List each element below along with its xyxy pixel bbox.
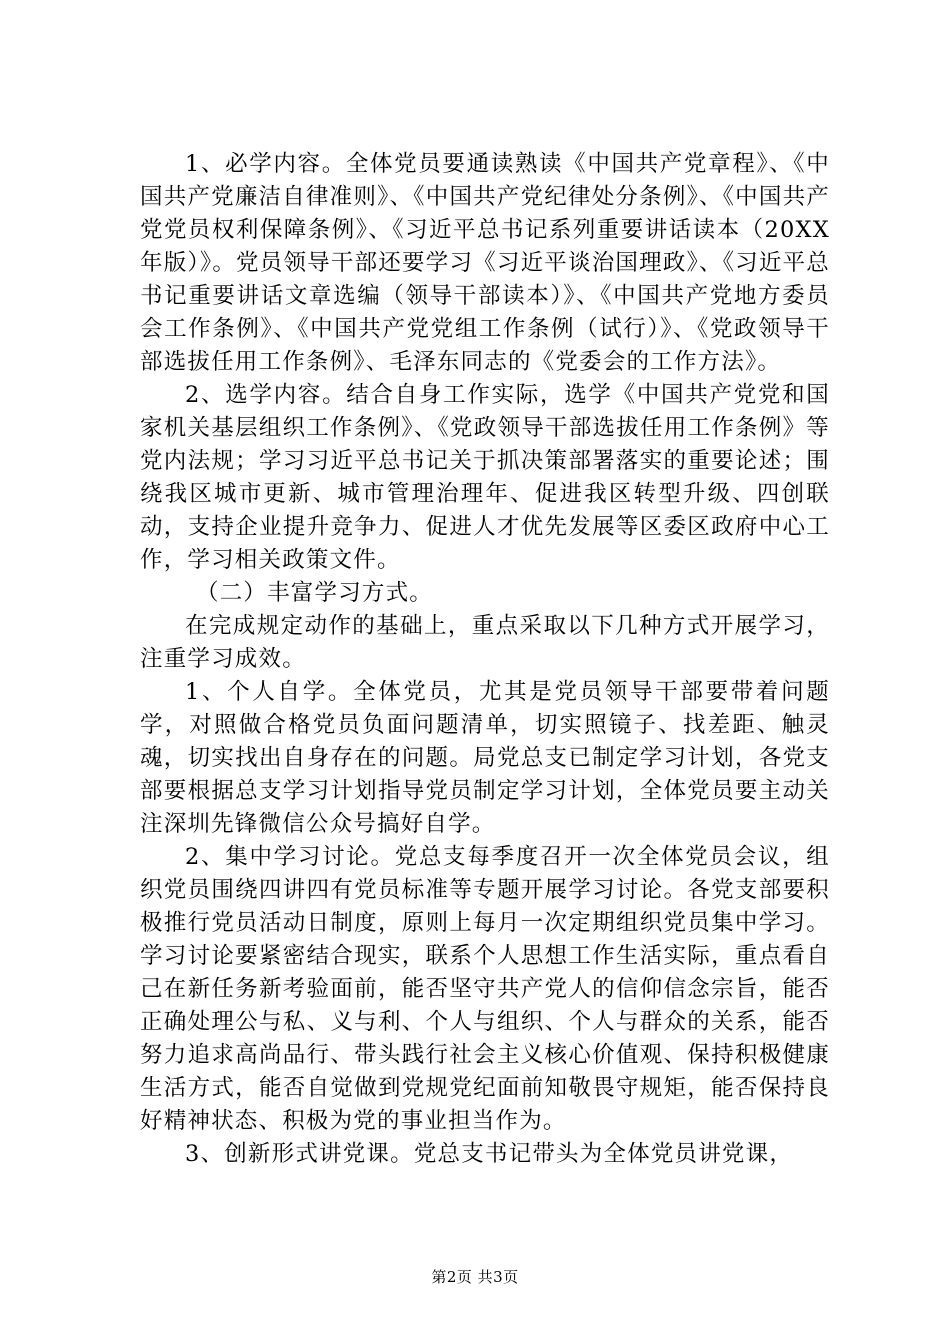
paragraph-required-study: 1、必学内容。全体党员要通读熟读《中国共产党章程》、《中国共产党廉洁自律准则》、《中国共产党纪律处分条例》、《中国共产党党员权利保障条例》、《习近平总书记系列重要讲话读本（20XX年版）》。党员领导干部还要学习《习近平谈治国理政》、《习近平总书记重要讲话文章选编（领导干部读本）》、《中国共产党地方委员会工作条例》、《中国共产党党组工作条例（试行）》、《党政领导干部选拔任用工作条例》、毛泽东同志的《党委会的工作方法》。 <box>140 151 830 375</box>
paragraph-party-lecture: 3、创新形式讲党课。党总支书记带头为全体党员讲党课， <box>185 1141 794 1167</box>
document-body <box>140 148 830 1171</box>
section-heading-study-methods: （二）丰富学习方式。 <box>196 580 434 606</box>
page-footer: 第2页 共3页 <box>431 1268 519 1286</box>
paragraph-group-discussion: 2、集中学习讨论。党总支每季度召开一次全体党员会议，组织党员围绕四讲四有党员标准等专题开展学习讨论。各党支部要积极推行党员活动日制度，原则上每月一次定期组织党员集中学习。学习讨论要紧密结合现实，联系个人思想工作生活实际，重点看自己在新任务新考验面前，能否坚守共产党人的信仰信念宗旨，能否正确处理公与私、义与利、个人与组织、个人与群众的关系，能否努力追求高尚品行、带头践行社会主义核心价值观、保持积极健康生活方式，能否自觉做到党规党纪面前知敬畏守规矩，能否保持良好精神状态、积极为党的事业担当作为。 <box>140 844 830 1134</box>
paragraph-intro-methods: 在完成规定动作的基础上，重点采取以下几种方式开展学习，注重学习成效。 <box>140 613 830 672</box>
paragraph-self-study: 1、个人自学。全体党员，尤其是党员领导干部要带着问题学，对照做合格党员负面问题清单，切实照镜子、找差距、触灵魂，切实找出自身存在的问题。局党总支已制定学习计划，各党支部要根据总支学习计划指导党员制定学习计划，全体党员要主动关注深圳先锋微信公众号搞好自学。 <box>140 679 830 837</box>
paragraph-optional-study: 2、选学内容。结合自身工作实际，选学《中国共产党党和国家机关基层组织工作条例》、《党政领导干部选拔任用工作条例》等党内法规；学习习近平总书记关于抓决策部署落实的重要论述；围绕我区城市更新、城市管理治理年、促进我区转型升级、四创联动，支持企业提升竞争力、促进人才优先发展等区委区政府中心工作，学习相关政策文件。 <box>140 382 830 573</box>
